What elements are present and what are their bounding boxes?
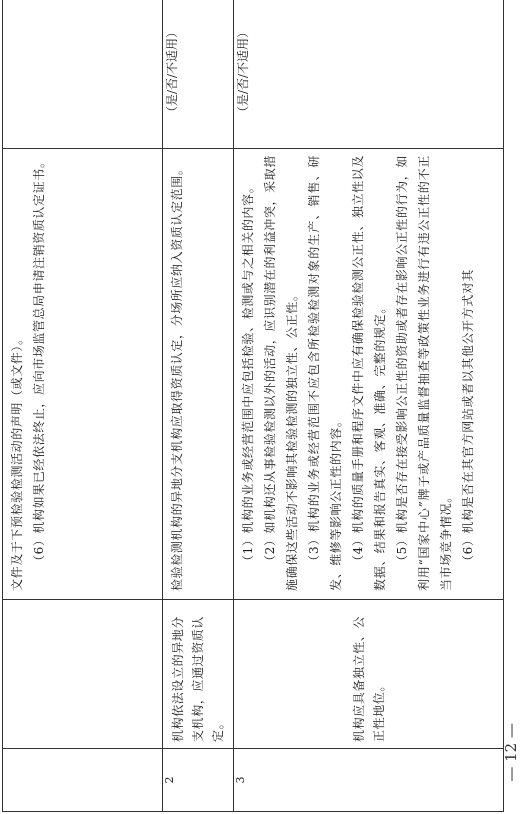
content-text [234,149,482,599]
result-cell [3,0,163,149]
content-line: 检验检测机构的异地分支机构应取得资质认定，分场所应纳入资质认定范围。 [170,162,184,591]
content-line: 文件及于下预检验检测活动的声明（或文件）。 [10,332,24,591]
content-line: （6）机构是否在其官方网站或者以其他公开方式对其 [461,268,475,567]
content-line: （2）如机构还从事检验检测以外的活动，应识别潜在的利益冲突，采取措施确保这些活动不影响其检验检测的独立性、公正性。 [263,155,299,591]
item-text [3,600,13,748]
content-line: （1）机构的业务或经营范围中应包括检验、检测或与之相关的内容。 [241,180,255,567]
row-number-cell: 3 [234,749,504,812]
content-text [163,149,191,599]
result-cell: （是/否/不适用） [234,0,504,149]
item-text: 机构依法设立的异地分支机构，应通过资质认定。 [171,615,225,742]
content-text [3,149,53,599]
item-cell [234,600,504,749]
page-number: — 12 — [502,722,520,782]
item-cell [3,600,163,749]
rotated-table-wrapper [2,0,502,812]
table-row-3 [234,0,504,812]
row-number-cell: 2 [163,749,234,812]
table-row-2 [163,0,234,812]
content-cell [234,149,504,600]
assessment-table [2,0,504,812]
result-cell: （是/否/不适用） [163,0,234,149]
page-number-footer [500,712,520,792]
content-cell [3,149,163,600]
row-number-cell [3,749,163,812]
content-line: （5）机构是否存在接受影响公正性的资助或者存在影响公正性的行为，如利用“国家中心”牌子或产品质量监督抽查等政策性业务进行有违公正性的不正当市场竞争情况。 [395,155,453,591]
table-row-continued [3,0,163,812]
item-cell [163,600,234,749]
content-line: （6）机构如果已经依法终止，应向市场监管总局申请注销资质认定证书。 [32,155,46,567]
content-line: （3）机构的业务或经营范围不应包含所检验检测对象的生产、销售、研发、维修等影响公正性的内容。 [307,155,343,591]
item-text: 机构应具备独立性、公正性地位。 [351,615,386,742]
content-line: （4）机构的质量手册和程序文件中应有确保检验检测公正性、独立性以及数据、结果和报告真实、客观、准确、完整的规定。 [351,155,387,591]
content-cell [163,149,234,600]
